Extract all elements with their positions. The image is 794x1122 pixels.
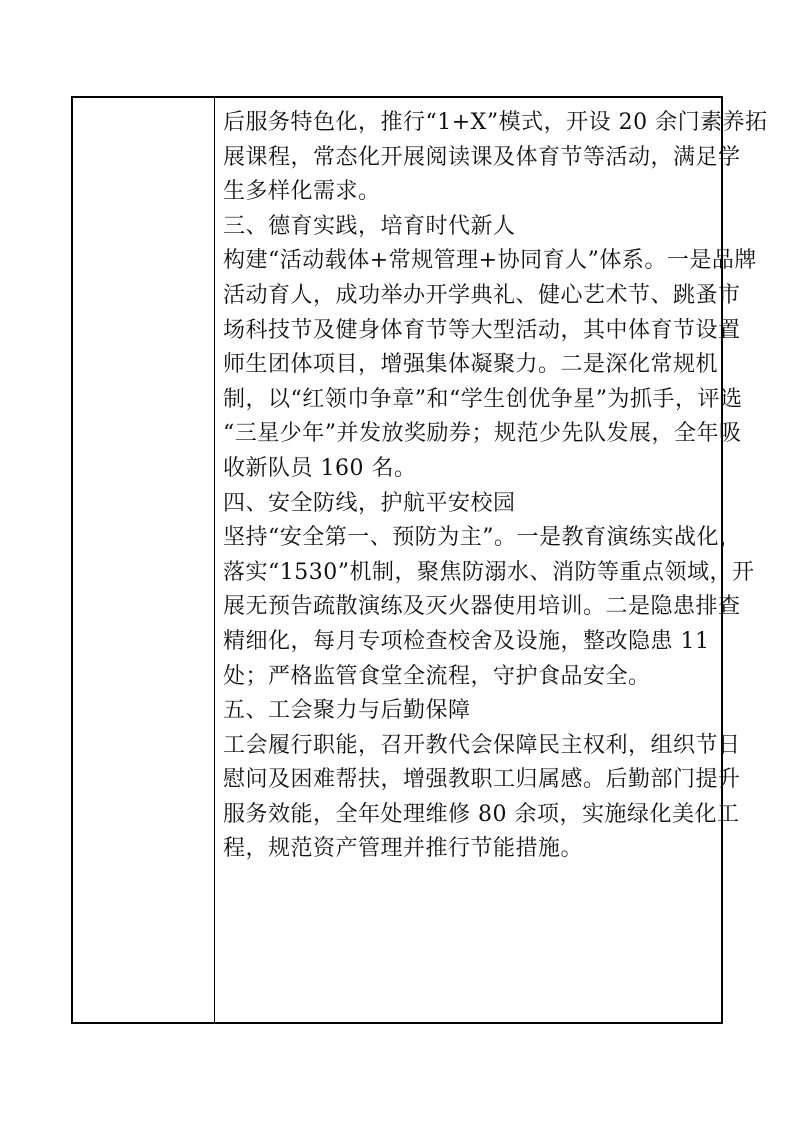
section-heading: 三、德育实践，培育时代新人: [223, 213, 516, 239]
text-line: 慰问及困难帮扶，增强教职工归属感。后勤部门提升: [223, 767, 741, 793]
text-line: 场科技节及健身体育节等大型活动，其中体育节设置: [223, 317, 741, 343]
text-line: 收新队员 160 名。: [223, 455, 417, 481]
text-line: 师生团体项目，增强集体凝聚力。二是深化常规机: [223, 352, 719, 378]
text-line: 坚持“安全第一、预防为主”。一是教育演练实战化，: [223, 525, 742, 551]
text-line: “三星少年”并发放奖励券；规范少先队发展，全年吸: [223, 421, 742, 447]
document-table: [71, 96, 768, 1024]
text-line: 生多样化需求。: [223, 179, 381, 205]
text-line: 活动育人，成功举办开学典礼、健心艺术节、跳蚤市: [223, 282, 741, 308]
text-line: 服务效能，全年处理维修 80 余项，实施绿化美化工: [223, 801, 740, 827]
section-heading: 四、安全防线，护航平安校园: [223, 490, 516, 516]
text-line: 处；严格监管食堂全流程，守护食品安全。: [223, 663, 651, 689]
section-heading: 五、工会聚力与后勤保障: [223, 698, 471, 724]
text-line: 后服务特色化，推行“1+X”模式，开设 20 余门素养拓: [223, 110, 768, 135]
content-text: [223, 106, 768, 867]
text-line: 落实“1530”机制，聚焦防溺水、消防等重点领域，开: [223, 559, 755, 585]
text-line: 构建“活动载体+常规管理+协同育人”体系。一是品牌: [223, 248, 757, 274]
text-line: 展无预告疏散演练及灭火器使用培训。二是隐患排查: [223, 594, 741, 620]
text-line: 程，规范资产管理并推行节能措施。: [223, 836, 584, 862]
label-cell: [73, 98, 215, 1022]
text-line: 制，以“红领巾争章”和“学生创优争星”为抓手，评选: [223, 386, 743, 412]
text-line: 工会履行职能，召开教代会保障民主权利，组织节日: [223, 732, 741, 758]
content-cell: [215, 98, 768, 1022]
text-line: 展课程，常态化开展阅读课及体育节等活动，满足学: [223, 144, 741, 170]
text-line: 精细化，每月专项检查校舍及设施，整改隐患 11: [223, 628, 710, 654]
